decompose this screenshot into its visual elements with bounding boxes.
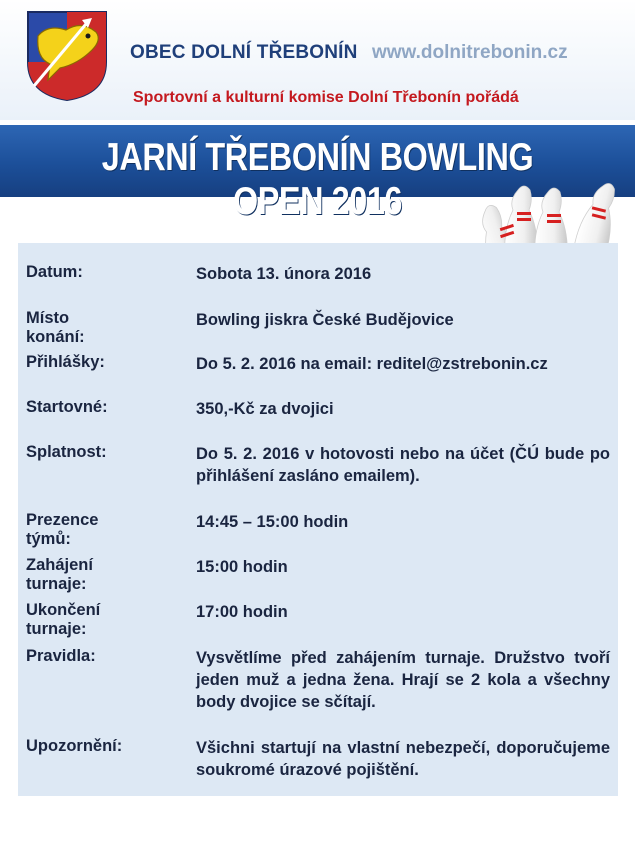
detail-value: Vysvětlíme před zahájením turnaje. Družstvo tvoří jeden muž a jedna žena. Hrají se 2 kola a všechny body dvojice se sčítají. <box>196 649 610 711</box>
organizer-line: Sportovní a kulturní komise Dolní Třebonín pořádá <box>133 89 519 106</box>
detail-label: Zahájení turnaje: <box>26 556 93 593</box>
detail-label: Pravidla: <box>26 647 96 665</box>
org-name: OBEC DOLNÍ TŘEBONÍN <box>130 42 358 63</box>
website-link[interactable]: www.dolnitrebonin.cz <box>372 42 568 63</box>
detail-label: Datum: <box>26 263 83 281</box>
detail-label: Přihlášky: <box>26 353 105 371</box>
detail-value: 350,-Kč za dvojici <box>196 400 334 418</box>
detail-value: Sobota 13. února 2016 <box>196 265 372 283</box>
detail-label: Startovné: <box>26 398 108 416</box>
detail-label: Ukončení turnaje: <box>26 601 101 638</box>
header <box>0 0 635 120</box>
detail-label: Místo konání: <box>26 309 85 346</box>
detail-value: Bowling jiskra České Budějovice <box>196 311 454 329</box>
detail-value: 15:00 hodin <box>196 558 288 576</box>
detail-label: Prezence týmů: <box>26 511 99 548</box>
detail-value: 14:45 – 15:00 hodin <box>196 513 349 531</box>
detail-value: Do 5. 2. 2016 na email: reditel@zstrebonin.cz <box>196 355 548 373</box>
page-title: JARNÍ TŘEBONÍN BOWLING OPEN 2016 <box>101 136 534 223</box>
detail-value: Všichni startují na vlastní nebezpečí, doporučujeme soukromé úrazové pojištění. <box>196 739 610 779</box>
coat-of-arms-icon <box>26 10 108 102</box>
detail-label: Upozornění: <box>26 737 123 755</box>
detail-label: Splatnost: <box>26 443 107 461</box>
detail-value: Do 5. 2. 2016 v hotovosti nebo na účet (ČÚ bude po přihlášení zasláno emailem). <box>196 445 610 485</box>
detail-value: 17:00 hodin <box>196 603 288 621</box>
